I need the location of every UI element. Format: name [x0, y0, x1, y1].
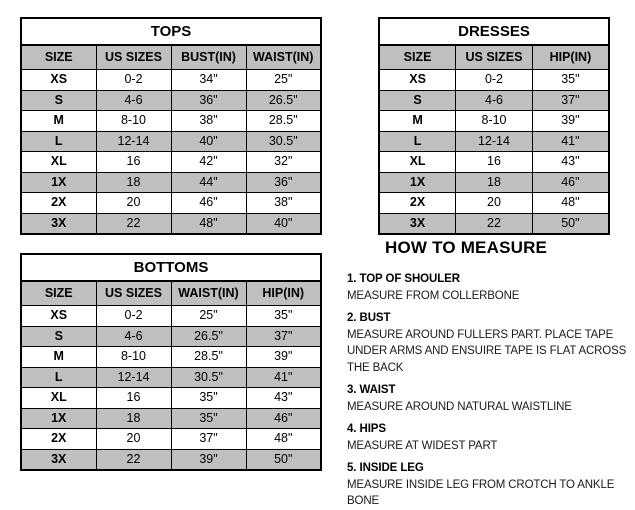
measure-step-heading: 2. BUST: [347, 312, 391, 324]
value-cell: 0-2: [456, 70, 533, 91]
table-row: [379, 213, 609, 234]
size-cell: XL: [21, 152, 96, 173]
value-cell: 20: [96, 193, 171, 214]
value-cell: 46": [532, 172, 609, 193]
table-header-row: [21, 45, 321, 70]
value-cell: 35": [171, 388, 246, 409]
value-cell: 30.5": [171, 367, 246, 388]
table-row: [21, 367, 321, 388]
value-cell: 26.5": [246, 90, 321, 111]
column-header: US SIZES: [456, 45, 533, 70]
value-cell: 43": [246, 388, 321, 409]
column-header: SIZE: [21, 281, 96, 306]
how-to-measure-title: HOW TO MEASURE: [385, 238, 548, 257]
value-cell: 48": [171, 213, 246, 234]
bottoms-size-table: [20, 253, 322, 471]
size-cell: XL: [21, 388, 96, 409]
table-row: [21, 90, 321, 111]
measure-step-description: MEASURE AT WIDEST PART: [347, 439, 498, 452]
value-cell: 18: [96, 172, 171, 193]
table-row: [21, 131, 321, 152]
value-cell: 38": [171, 111, 246, 132]
value-cell: 39": [246, 347, 321, 368]
table-row: [379, 90, 609, 111]
value-cell: 18: [456, 172, 533, 193]
value-cell: 25": [171, 306, 246, 327]
table-header-row: [379, 45, 609, 70]
value-cell: 8-10: [96, 347, 171, 368]
size-cell: 3X: [21, 213, 96, 234]
size-cell: S: [379, 90, 456, 111]
size-cell: 2X: [21, 193, 96, 214]
size-cell: 3X: [379, 213, 456, 234]
column-header: BUST(IN): [171, 45, 246, 70]
size-cell: XS: [21, 306, 96, 327]
value-cell: 34": [171, 70, 246, 91]
size-cell: 3X: [21, 449, 96, 470]
size-cell: L: [21, 131, 96, 152]
tops-size-table: [20, 17, 322, 235]
dresses-table-title: DRESSES: [379, 18, 609, 45]
measure-step-description: MEASURE FROM COLLERBONE: [347, 289, 520, 302]
column-header: SIZE: [21, 45, 96, 70]
value-cell: 36": [246, 172, 321, 193]
value-cell: 35": [171, 408, 246, 429]
value-cell: 25": [246, 70, 321, 91]
size-cell: L: [21, 367, 96, 388]
table-row: [379, 131, 609, 152]
value-cell: 28.5": [171, 347, 246, 368]
value-cell: 8-10: [456, 111, 533, 132]
table-row: [21, 326, 321, 347]
table-row: [21, 172, 321, 193]
size-cell: S: [21, 326, 96, 347]
table-row: [21, 111, 321, 132]
measure-step-heading: 1. TOP OF SHOULER: [347, 273, 460, 285]
tops-table-title: TOPS: [21, 18, 321, 45]
value-cell: 43": [532, 152, 609, 173]
value-cell: 46": [246, 408, 321, 429]
measure-step-description: MEASURE INSIDE LEG FROM CROTCH TO ANKLE BONE: [347, 478, 615, 507]
table-row: [379, 111, 609, 132]
table-row: [21, 306, 321, 327]
value-cell: 35": [532, 70, 609, 91]
size-cell: S: [21, 90, 96, 111]
table-title-row: [21, 254, 321, 281]
value-cell: 12-14: [96, 367, 171, 388]
value-cell: 18: [96, 408, 171, 429]
how-to-measure-section: [347, 238, 635, 510]
dresses-size-table: [378, 17, 610, 235]
column-header: WAIST(IN): [246, 45, 321, 70]
value-cell: 16: [96, 152, 171, 173]
measure-steps-list: [347, 271, 635, 510]
table-row: [21, 193, 321, 214]
table-row: [21, 70, 321, 91]
value-cell: 30.5": [246, 131, 321, 152]
size-cell: 2X: [379, 193, 456, 214]
value-cell: 50": [532, 213, 609, 234]
table-row: [21, 347, 321, 368]
value-cell: 22: [456, 213, 533, 234]
measure-step-description: MEASURE AROUND FULLERS PART. PLACE TAPE UNDER ARMS AND ENSUIRE TAPE IS FLAT ACROSS THE BACK: [347, 328, 627, 374]
value-cell: 0-2: [96, 306, 171, 327]
value-cell: 41": [532, 131, 609, 152]
measure-step-heading: 4. HIPS: [347, 423, 386, 435]
value-cell: 40": [171, 131, 246, 152]
value-cell: 48": [532, 193, 609, 214]
table-row: [21, 429, 321, 450]
value-cell: 35": [246, 306, 321, 327]
table-row: [379, 152, 609, 173]
size-cell: M: [21, 347, 96, 368]
size-cell: 2X: [21, 429, 96, 450]
value-cell: 48": [246, 429, 321, 450]
size-cell: XS: [21, 70, 96, 91]
value-cell: 22: [96, 449, 171, 470]
value-cell: 50": [246, 449, 321, 470]
value-cell: 37": [171, 429, 246, 450]
size-cell: 1X: [21, 172, 96, 193]
value-cell: 28.5": [246, 111, 321, 132]
value-cell: 16: [96, 388, 171, 409]
size-cell: XL: [379, 152, 456, 173]
table-row: [21, 408, 321, 429]
value-cell: 20: [456, 193, 533, 214]
value-cell: 44": [171, 172, 246, 193]
value-cell: 39": [532, 111, 609, 132]
value-cell: 22: [96, 213, 171, 234]
value-cell: 41": [246, 367, 321, 388]
value-cell: 32": [246, 152, 321, 173]
value-cell: 42": [171, 152, 246, 173]
size-cell: L: [379, 131, 456, 152]
size-cell: 1X: [21, 408, 96, 429]
column-header: WAIST(IN): [171, 281, 246, 306]
bottoms-table-title: BOTTOMS: [21, 254, 321, 281]
table-header-row: [21, 281, 321, 306]
value-cell: 12-14: [456, 131, 533, 152]
value-cell: 26.5": [171, 326, 246, 347]
measure-step-heading: 5. INSIDE LEG: [347, 462, 424, 474]
table-row: [21, 152, 321, 173]
column-header: US SIZES: [96, 45, 171, 70]
table-title-row: [21, 18, 321, 45]
value-cell: 8-10: [96, 111, 171, 132]
value-cell: 40": [246, 213, 321, 234]
table-row: [379, 70, 609, 91]
size-cell: XS: [379, 70, 456, 91]
measure-step-description: MEASURE AROUND NATURAL WAISTLINE: [347, 400, 572, 413]
column-header: HIP(IN): [246, 281, 321, 306]
value-cell: 37": [532, 90, 609, 111]
value-cell: 16: [456, 152, 533, 173]
table-row: [379, 172, 609, 193]
table-row: [379, 193, 609, 214]
value-cell: 39": [171, 449, 246, 470]
column-header: HIP(IN): [532, 45, 609, 70]
table-row: [21, 213, 321, 234]
value-cell: 46": [171, 193, 246, 214]
size-cell: M: [379, 111, 456, 132]
size-cell: M: [21, 111, 96, 132]
table-row: [21, 449, 321, 470]
value-cell: 20: [96, 429, 171, 450]
value-cell: 37": [246, 326, 321, 347]
value-cell: 12-14: [96, 131, 171, 152]
value-cell: 4-6: [456, 90, 533, 111]
size-cell: 1X: [379, 172, 456, 193]
table-title-row: [379, 18, 609, 45]
value-cell: 0-2: [96, 70, 171, 91]
measure-step-heading: 3. WAIST: [347, 384, 396, 396]
value-cell: 4-6: [96, 90, 171, 111]
value-cell: 4-6: [96, 326, 171, 347]
value-cell: 36": [171, 90, 246, 111]
column-header: SIZE: [379, 45, 456, 70]
table-row: [21, 388, 321, 409]
column-header: US SIZES: [96, 281, 171, 306]
value-cell: 38": [246, 193, 321, 214]
